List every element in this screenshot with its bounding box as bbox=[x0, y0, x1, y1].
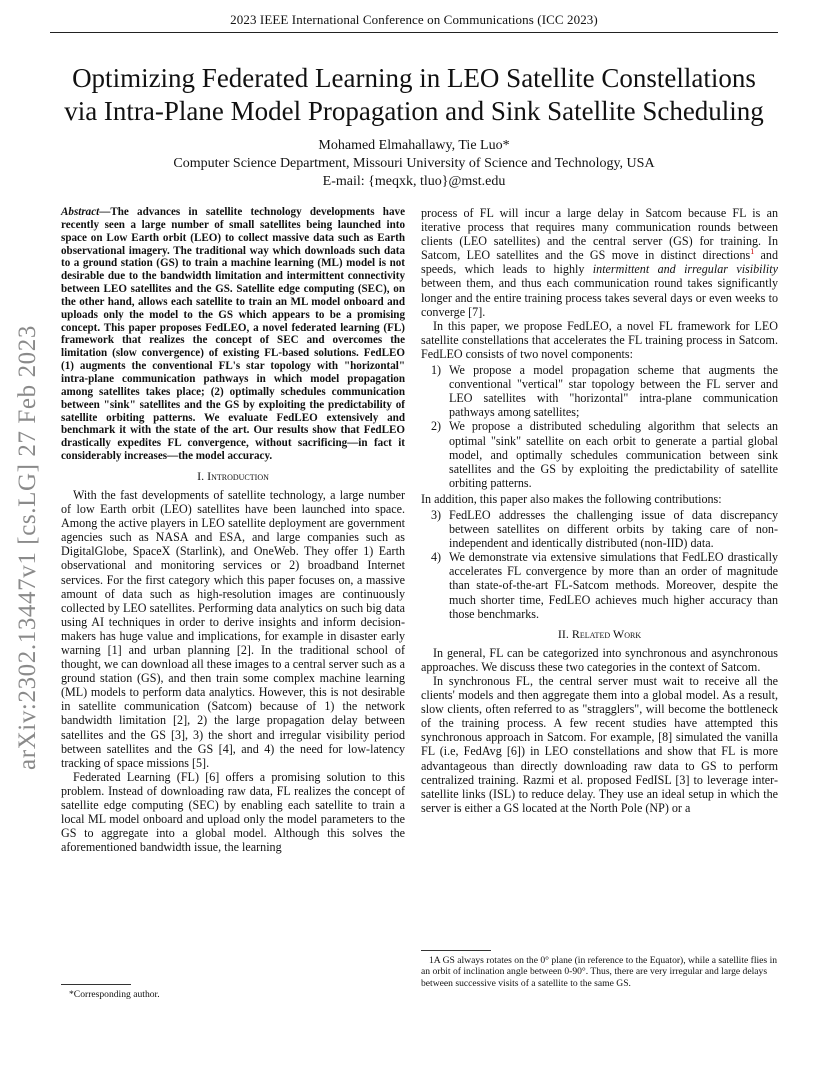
list-number: 3) bbox=[431, 507, 442, 522]
paper-title bbox=[30, 62, 798, 128]
contributions-intro: In addition, this paper also makes the following contributions: bbox=[421, 491, 722, 506]
list-item-text: We demonstrate via extensive simulations that FedLEO drastically accelerates FL convergence by more than an order of magnitude than state-of-the-art FL-Satcom methods. Moreover, despite the much shorter time, FedLEO achieves much higher accuracy than those benchmarks. bbox=[449, 550, 778, 621]
list-item-text: We propose a distributed scheduling algorithm that selects an optimal "sink" satellite on each orbit to generate a partial global model, and optimally schedules communication between sink satellites and the GS by exploiting the predictability of satellite orbiting patterns. bbox=[449, 419, 778, 490]
footnote-1: 1A GS always rotates on the 0° plane (in reference to the Equator), while a satellite flies in an orbit of inclination angle between 0-90°. Thus, there are very irregular and large delays between successive visits of a satellite to the same GS. bbox=[421, 955, 778, 989]
footnote-area bbox=[421, 940, 778, 989]
left-column bbox=[61, 206, 405, 854]
header-rule bbox=[50, 32, 778, 33]
related-work-paragraph-1: In general, FL can be categorized into synchronous and asynchronous approaches. We discuss these two categories in the context of Satcom. bbox=[421, 645, 778, 674]
list-item bbox=[421, 419, 778, 489]
footnote-rule bbox=[61, 984, 131, 985]
conference-header: 2023 IEEE International Conference on Communications (ICC 2023) bbox=[230, 12, 598, 27]
title-line-1: Optimizing Federated Learning in LEO Satellite Constellations bbox=[72, 63, 756, 93]
section-heading-related-work: II. Related Work bbox=[557, 626, 642, 641]
intro-paragraph-continued bbox=[421, 206, 778, 319]
list-item bbox=[421, 550, 778, 620]
footnote-marker[interactable]: 1 bbox=[750, 247, 755, 257]
arxiv-identifier: arXiv:2302.13447v1 [cs.LG] 27 Feb 2023 bbox=[14, 325, 41, 770]
abstract-text: —The advances in satellite technology developments have recently seen a large number of small satellites being launched into space on Low Earth orbit (LEO) to collect massive data such as Earth observational imagery. The traditional way which downloads such data to a ground station (GS) to train a machine learning (ML) model is not desirable due to the bandwidth limitation and intermittent connectivity between LEO satellites and the GS. Satellite edge computing (SEC), on the other hand, allows each satellite to train an ML model onboard and uploads only the model to the GS which appears to be a promising concept. This paper proposes FedLEO, a novel federated learning (FL) framework that realizes the concept of SEC and overcomes the limitation (slow convergence) of existing FL-based solutions. FedLEO (1) augments the conventional FL's star topology with "horizontal" intra-plane communication pathways in which model propagation among satellites takes place; (2) optimally schedules communication between "sink" satellites and the GS by exploiting the predictability of satellite orbiting patterns. We evaluate FedLEO extensively and benchmark it with the state of the art. Our results show that FedLEO drastically expedites FL convergence, without sacrificing—in fact it considerably increases—the model accuracy. bbox=[61, 206, 405, 463]
list-item bbox=[421, 363, 778, 419]
intro-paragraph-1: With the fast developments of satellite technology, a large number of low Earth orbit (LEO) satellites have been launched into space. Among the active players in LEO satellite deployment are government agencies such as NASA and ESA, and large companies such as DigitalGlobe, SpaceX (Starlink), and OneWeb. They offer 1) Earth observational and monitoring services or 2) broadband Internet services. For the first category which this paper focuses on, a massive amount of data such as high-resolution images are continuously collected by LEO satellites. Performing data analytics on such big data using AI techniques in order to derive insights and inform decision-makers has huge value and implications, for example in disaster early warning [1] and urban planning [2]. In the traditional school of thought, we can download all these images to a central server such as a ground station (GS), and then train some complex machine learning (ML) models to perform data analytics. However, this is not desirable in satellite communication (Satcom) because of 1) the network bandwidth limitation [2], 2) the large propagation delay between satellites and the GS [3], 3) the short and irregular visibility period between satellites and the GS [4], and 4) the need for low-latency tracking of space missions [5]. bbox=[61, 487, 405, 770]
component-list bbox=[421, 363, 778, 490]
contribution-list bbox=[421, 508, 778, 621]
list-item-text: We propose a model propagation scheme that augments the conventional "vertical" star topology between the FL server and LEO satellites with "horizontal" intra-plane communication pathways among satellites; bbox=[449, 363, 778, 420]
abstract bbox=[61, 206, 405, 463]
paragraph-text: process of FL will incur a large delay in Satcom because FL is an iterative process that requires many communication rounds between clients (LEO satellites) and the central server (GS) for training. In Satcom, LEO satellites and the GS move in distinct directions bbox=[421, 206, 778, 263]
corresponding-footnote bbox=[61, 974, 405, 1000]
list-item bbox=[421, 508, 778, 550]
title-line-2: via Intra-Plane Model Propagation and Sink Satellite Scheduling bbox=[64, 96, 764, 126]
right-column bbox=[421, 206, 778, 815]
abstract-label: Abstract bbox=[61, 206, 100, 218]
author-block bbox=[0, 137, 828, 191]
section-heading-introduction: I. Introduction bbox=[197, 468, 269, 483]
paragraph-text: between them, and thus each communication round takes significantly longer and the entire training process takes several days or even weeks to converge [7]. bbox=[421, 276, 778, 319]
list-number: 2) bbox=[431, 419, 442, 434]
emphasis-text: intermittent and irregular visibility bbox=[592, 262, 778, 277]
intro-paragraph-2: Federated Learning (FL) [6] offers a promising solution to this problem. Instead of downloading raw data, FL realizes the concept of satellite edge computing (SEC) by enabling each satellite to train a local ML model onboard and upload only the model parameters to the GS to aggregate into a global model. Although this solves the aforementioned bandwidth issue, the learning bbox=[61, 769, 405, 855]
footnote-rule bbox=[421, 950, 491, 951]
author-names: Mohamed Elmahallawy, Tie Luo* bbox=[318, 138, 510, 153]
list-number: 4) bbox=[431, 550, 442, 565]
list-item-text: FedLEO addresses the challenging issue of data discrepancy between satellites on different orbits by taking care of non-independent and identically distributed (non-IID) data. bbox=[449, 507, 778, 551]
proposal-paragraph: In this paper, we propose FedLEO, a novel FL framework for LEO satellite constellations that accelerates the FL training process in Satcom. FedLEO consists of two novel components: bbox=[421, 318, 778, 361]
related-work-paragraph-2: In synchronous FL, the central server must wait to receive all the clients' models and then aggregate them into a global model. As a result, slow clients, often referred to as "stragglers", will become the bottleneck of the training process. A few recent studies have attempted this synchronous approach in Satcom. For example, [8] simulated the vanilla FL (i.e, FedAvg [6]) in LEO constellations and show that FL is more advantageous than directly downloading raw data to GS to perform centralized training. Razmi et al. proposed FedISL [3] to leverage inter-satellite links (ISL) to reduce delay. They use an ideal setup in which the server is either a GS located at the North Pole (NP) or a bbox=[421, 674, 778, 815]
email: E-mail: {meqxk, tluo}@mst.edu bbox=[322, 174, 506, 189]
affiliation: Computer Science Department, Missouri University of Science and Technology, USA bbox=[173, 156, 655, 171]
paragraph-text: and speeds, which leads to highly bbox=[421, 248, 778, 277]
corresponding-author-note: *Corresponding author. bbox=[69, 989, 160, 1000]
list-number: 1) bbox=[431, 363, 442, 378]
